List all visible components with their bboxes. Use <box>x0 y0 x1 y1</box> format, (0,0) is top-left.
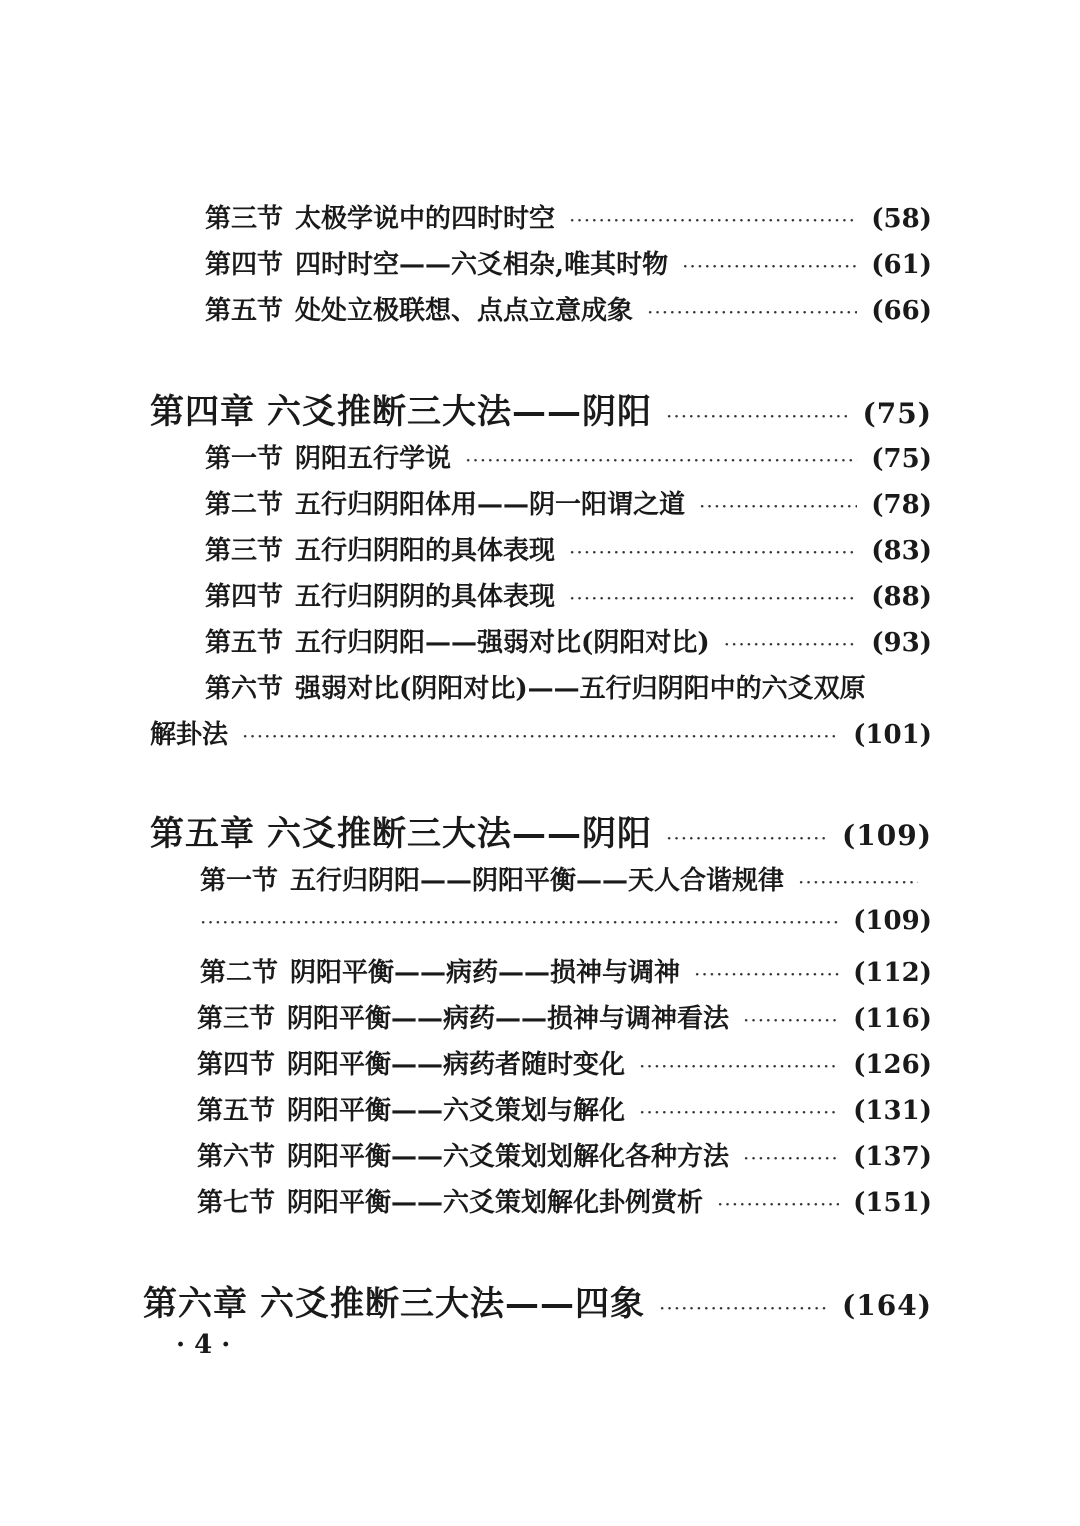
toc-chapter <box>150 806 932 855</box>
toc-entry <box>200 860 932 897</box>
leader-dots <box>242 724 839 748</box>
entry-title: 强弱对比(阴阳对比)——五行归阴阳中的六爻双原 <box>295 674 866 704</box>
entry-title: 处处立极联想、点点立意成象 <box>295 296 634 326</box>
leader-dots <box>569 540 857 564</box>
chapter-page: (164) <box>842 1289 932 1322</box>
leader-dots <box>717 1192 839 1216</box>
entry-page: (78) <box>871 490 932 520</box>
entry-title: 五行归阴阳——阴阳平衡——天人合谐规律 <box>290 866 785 896</box>
entry-label: 第二节 <box>205 490 284 520</box>
leader-dots <box>200 910 839 934</box>
entry-label: 第三节 <box>205 536 284 566</box>
entry-title: 太极学说中的四时时空 <box>295 204 556 234</box>
toc-entry <box>200 952 932 989</box>
leader-dots <box>569 208 857 232</box>
toc-entry <box>205 244 932 281</box>
leader-dots <box>699 494 857 518</box>
entry-title: 四时时空——六爻相杂,唯其时物 <box>295 250 669 280</box>
leader-dots <box>465 448 857 472</box>
entry-label: 第三节 <box>205 204 284 234</box>
chapter-label: 第四章 <box>150 392 255 432</box>
entry-label: 第二节 <box>200 958 279 988</box>
leader-dots <box>743 1146 839 1170</box>
entry-label: 第五节 <box>205 296 284 326</box>
leader-dots <box>666 826 828 850</box>
toc-entry <box>205 290 932 327</box>
chapter-title: 六爻推断三大法——阴阳 <box>267 392 652 432</box>
chapter-page: (109) <box>842 819 932 852</box>
entry-page: (83) <box>871 536 932 566</box>
toc-entry-continuation <box>200 906 932 936</box>
entry-title: 阴阳平衡——病药——损神与调神 <box>290 958 681 988</box>
toc-entry <box>205 530 932 567</box>
entry-page: (112) <box>853 958 932 988</box>
leader-dots <box>743 1008 839 1032</box>
chapter-label: 第六章 <box>143 1284 248 1324</box>
entry-page: (109) <box>853 906 932 936</box>
entry-title-continuation: 解卦法 <box>150 720 229 750</box>
entry-title: 五行归阴阳——强弱对比(阴阳对比) <box>295 628 710 658</box>
entry-title: 阴阳平衡——病药者随时变化 <box>287 1050 626 1080</box>
toc-chapter <box>143 1276 932 1325</box>
chapter-title: 六爻推断三大法——阴阳 <box>267 814 652 854</box>
entry-title: 五行归阴阴的具体表现 <box>295 582 556 612</box>
leader-dots <box>682 254 857 278</box>
chapter-label: 第五章 <box>150 814 255 854</box>
leader-dots <box>569 586 857 610</box>
toc-entry <box>205 484 932 521</box>
entry-label: 第四节 <box>205 250 284 280</box>
entry-page: (58) <box>871 204 932 234</box>
entry-page: (131) <box>853 1096 932 1126</box>
entry-label: 第七节 <box>197 1188 276 1218</box>
entry-label: 第五节 <box>205 628 284 658</box>
entry-label: 第一节 <box>205 444 284 474</box>
leader-dots <box>639 1054 839 1078</box>
entry-label: 第五节 <box>197 1096 276 1126</box>
leader-dots <box>798 870 918 894</box>
entry-label: 第四节 <box>197 1050 276 1080</box>
toc-entry <box>197 1090 932 1127</box>
entry-label: 第四节 <box>205 582 284 612</box>
page-number: · 4 · <box>176 1330 231 1360</box>
leader-dots <box>724 632 858 656</box>
toc-entry-continuation <box>150 714 932 751</box>
entry-page: (93) <box>871 628 932 658</box>
toc-entry <box>205 576 932 613</box>
entry-title: 五行归阴阳的具体表现 <box>295 536 556 566</box>
entry-label: 第六节 <box>197 1142 276 1172</box>
entry-title: 阴阳平衡——六爻策划与解化 <box>287 1096 626 1126</box>
leader-dots <box>647 300 857 324</box>
entry-title: 五行归阴阳体用——阴一阳谓之道 <box>295 490 686 520</box>
entry-page: (66) <box>871 296 932 326</box>
toc-entry <box>205 198 932 235</box>
entry-label: 第一节 <box>200 866 279 896</box>
entry-page: (61) <box>871 250 932 280</box>
entry-title: 阴阳平衡——病药——损神与调神看法 <box>287 1004 730 1034</box>
toc-entry <box>197 1136 932 1173</box>
entry-page: (88) <box>871 582 932 612</box>
leader-dots <box>659 1296 828 1320</box>
toc-entry <box>197 1182 932 1219</box>
toc-entry <box>197 998 932 1035</box>
leader-dots <box>639 1100 839 1124</box>
entry-page: (101) <box>853 720 932 750</box>
leader-dots <box>694 962 839 986</box>
toc-entry <box>205 668 932 705</box>
toc-entry <box>205 438 932 475</box>
entry-title: 阴阳平衡——六爻策划解化卦例赏析 <box>287 1188 704 1218</box>
entry-label: 第六节 <box>205 674 284 704</box>
toc-chapter <box>150 384 932 433</box>
entry-page: (137) <box>853 1142 932 1172</box>
toc-entry <box>205 622 932 659</box>
entry-title: 阴阳平衡——六爻策划划解化各种方法 <box>287 1142 730 1172</box>
chapter-page: (75) <box>862 397 932 430</box>
entry-title: 阴阳五行学说 <box>295 444 452 474</box>
entry-page: (75) <box>871 444 932 474</box>
entry-page: (116) <box>853 1004 932 1034</box>
leader-dots <box>666 404 849 428</box>
chapter-title: 六爻推断三大法——四象 <box>260 1284 645 1324</box>
toc-entry <box>197 1044 932 1081</box>
entry-page: (151) <box>853 1188 932 1218</box>
entry-label: 第三节 <box>197 1004 276 1034</box>
entry-page: (126) <box>853 1050 932 1080</box>
